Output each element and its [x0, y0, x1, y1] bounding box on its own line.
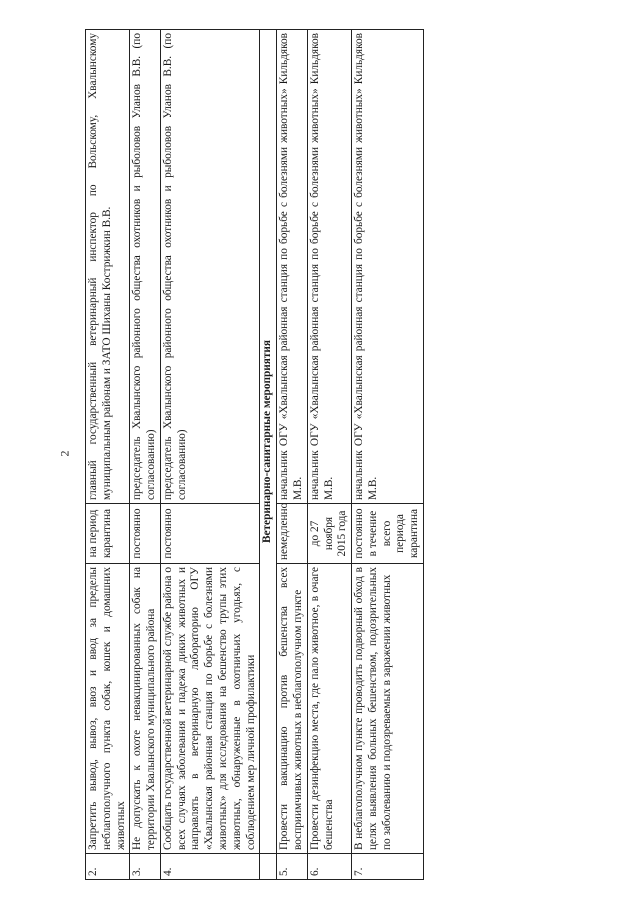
row-responsible: главный государственный ветеринарный инспектор по Вольскому, Хвалынскому муниципальным районам и ЗАТО Шиханы Кострижкин В.В.	[86, 30, 130, 504]
row-responsible: начальник ОГУ «Хвалынская районная станция по борьбе с болезнями животных» Кильдяков М.В.	[277, 30, 308, 504]
row-number: 3.	[130, 854, 161, 880]
row-term: до 27 ноября 2015 года	[307, 504, 351, 564]
row-responsible: председатель Хвалынского районного общества охотников и рыболовов Уланов В.В. (по согласованию)	[160, 30, 259, 504]
row-action: Провести вакцинацию против бешенства всех восприимчивых животных в неблагополучном пункте	[277, 564, 308, 854]
section-row	[260, 30, 277, 880]
row-term: постоянно	[160, 504, 259, 564]
row-action: Не допускать к охоте невакцинированных собак на территории Хвалынского муниципального района	[130, 564, 161, 854]
row-term: постоянно	[130, 504, 161, 564]
table-row	[277, 30, 308, 880]
table-row	[352, 30, 424, 880]
row-action: Запретить вывод, вывоз, ввоз и ввод за пределы неблагополучного пункта собак, кошек и домашних животных	[86, 564, 130, 854]
row-responsible: начальник ОГУ «Хвалынская районная станция по борьбе с болезнями животных» Кильдяков М.В.	[307, 30, 351, 504]
table-row	[86, 30, 130, 880]
row-number: 2.	[86, 854, 130, 880]
row-number: 4.	[160, 854, 259, 880]
table-row	[130, 30, 161, 880]
section-title: Ветеринарно-санитарные мероприятия	[260, 30, 277, 854]
row-term: постоянно в течение всего периода карантина	[352, 504, 424, 564]
row-number: 6.	[307, 854, 351, 880]
row-number: 7.	[352, 854, 424, 880]
row-term: немедленно	[277, 504, 308, 564]
row-term: на период карантина	[86, 504, 130, 564]
row-action: В неблагополучном пункте проводить подворный обход в целях выявления больных бешенством, подозрительных по заболеванию и подозреваемых в заражении животных	[352, 564, 424, 854]
row-action: Сообщать государственной ветеринарной службе района о всех случаях заболевания и падежа диких животных и направлять в ветеринарную лабораторию ОГУ «Хвалынская районная станция по борьбе с болезнями животных» для исследования на бешенство трупы этих животных, обнаруженные в охотничьих угодьях, с соблюдением мер личной профилактики	[160, 564, 259, 854]
measures-table	[85, 29, 424, 880]
row-responsible: председатель Хвалынского районного общества охотников и рыболовов Уланов В.В. (по согласованию)	[130, 30, 161, 504]
row-number: 5.	[277, 854, 308, 880]
table-row	[307, 30, 351, 880]
row-responsible: начальник ОГУ «Хвалынская районная станция по борьбе с болезнями животных» Кильдяков М.В.	[352, 30, 424, 504]
page-number: 2	[57, 450, 72, 457]
rotated-table-sheet	[85, 30, 553, 880]
section-number-cell	[260, 854, 277, 880]
table-row	[160, 30, 259, 880]
row-action: Провести дезинфекцию места, где пало животное, в очаге бешенства	[307, 564, 351, 854]
